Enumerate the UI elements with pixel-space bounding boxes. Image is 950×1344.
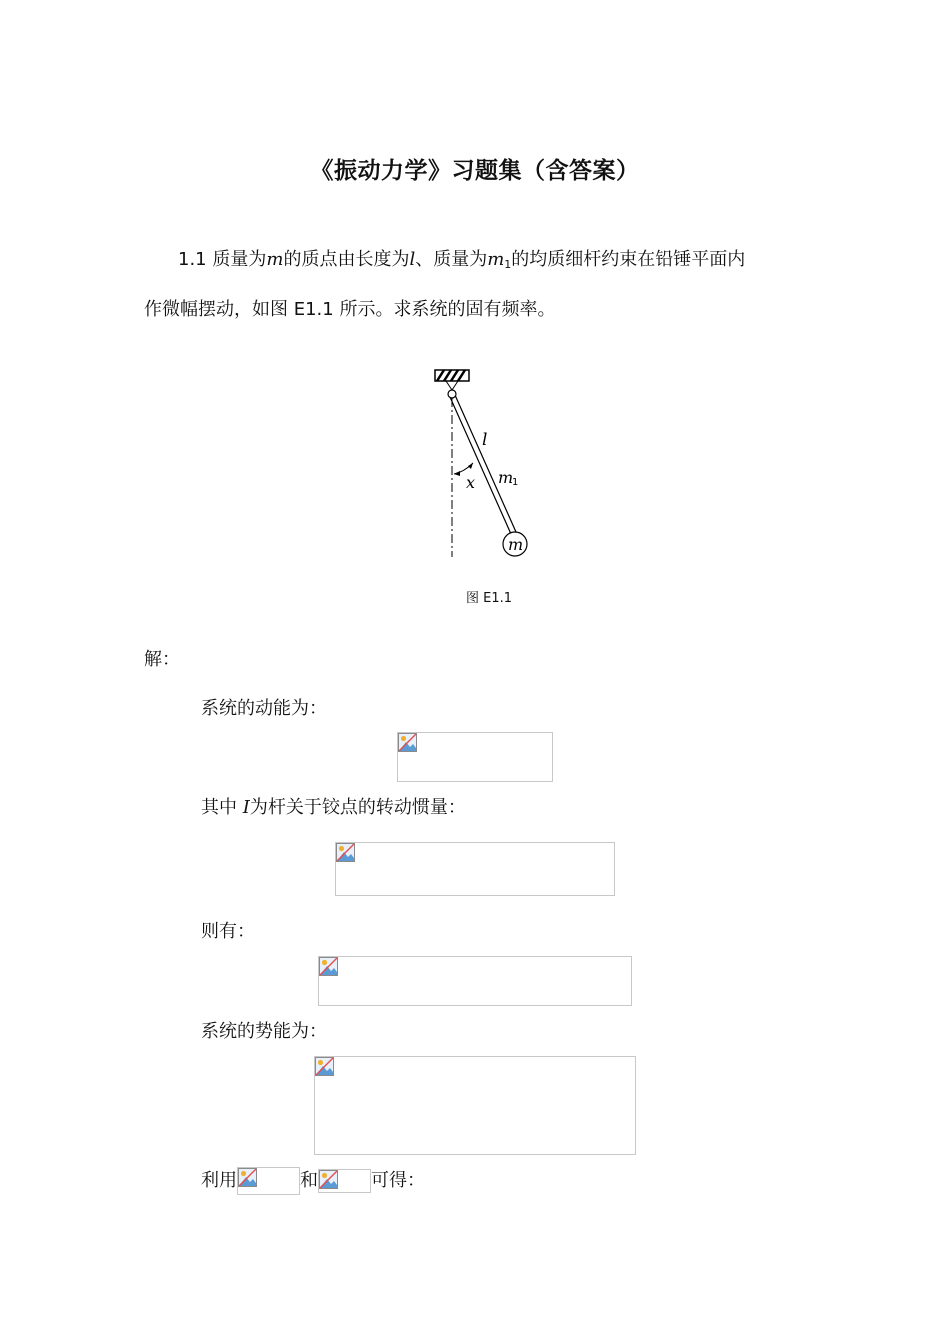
- pivot-hinge: [448, 390, 456, 398]
- broken-image-icon: [398, 733, 417, 752]
- inertia-symbol: I: [242, 797, 250, 818]
- rod: [450, 395, 519, 534]
- broken-image-icon: [336, 843, 355, 862]
- label-m1: m: [498, 468, 514, 487]
- label-m: m: [508, 535, 524, 554]
- broken-image-icon: [238, 1168, 257, 1187]
- equation-image-total-kinetic: [318, 956, 632, 1006]
- inertia-text: 其中 I为杆关于铰点的转动惯量：: [201, 797, 466, 818]
- length-l: l: [409, 249, 416, 270]
- potential-energy-text: 系统的势能为：: [201, 1021, 327, 1042]
- inline-equation-image-2: [318, 1169, 371, 1193]
- broken-image-icon: [315, 1057, 334, 1076]
- equation-image-kinetic: [397, 732, 553, 782]
- solution-heading: 解：: [144, 649, 180, 670]
- inline-equation-image-1: [237, 1167, 300, 1195]
- use-line: 利用 和 可得：: [201, 1167, 425, 1195]
- pendulum-figure: [420, 362, 550, 562]
- problem-statement-line2: 作微幅摆动，如图 E1.1 所示。求系统的固有频率。: [144, 299, 556, 320]
- page-title: 《振动力学》习题集（含答案）: [310, 158, 640, 184]
- equation-image-inertia: [335, 842, 615, 896]
- problem-number: 1.1: [178, 249, 207, 270]
- mass-m1: m: [487, 249, 505, 270]
- label-m1-sub: 1: [512, 477, 519, 488]
- figure-caption: 图 E1.1: [465, 591, 513, 606]
- label-l: l: [482, 430, 488, 450]
- fixed-support: [435, 370, 469, 390]
- equation-image-potential: [314, 1056, 636, 1155]
- mass-m: m: [266, 249, 284, 270]
- broken-image-icon: [319, 1170, 338, 1189]
- broken-image-icon: [319, 957, 338, 976]
- kinetic-energy-text: 系统的动能为：: [201, 698, 327, 719]
- problem-statement-line1: 1.1 质量为m的质点由长度为l、质量为$m_1$的均质细杆约束在铅锤平面内: [178, 249, 746, 271]
- label-x: x: [466, 473, 476, 492]
- thus-text: 则有：: [201, 921, 255, 942]
